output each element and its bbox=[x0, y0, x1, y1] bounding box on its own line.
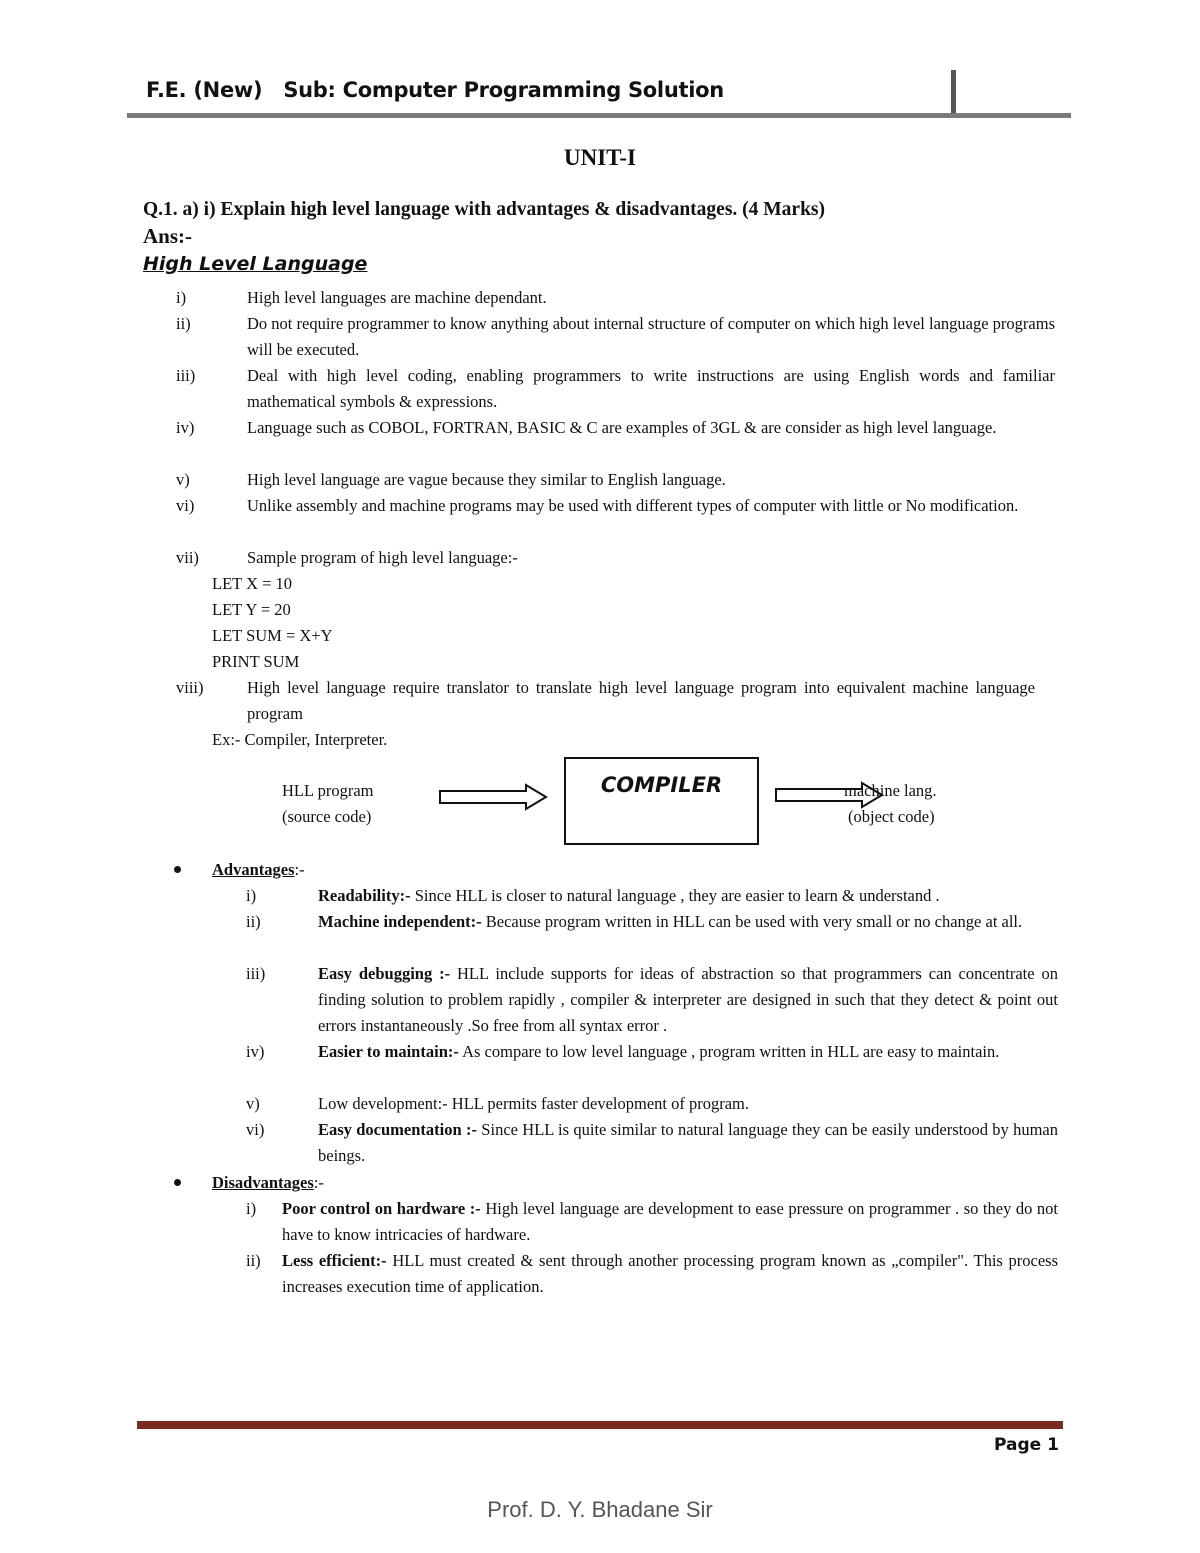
footer-rule bbox=[137, 1421, 1063, 1429]
code-line: PRINT SUM bbox=[212, 652, 300, 671]
answer-label: Ans:- bbox=[143, 224, 193, 248]
code-line: LET X = 10 bbox=[212, 574, 293, 593]
list-item-text: Poor control on hardware :- High level language are development to ease pressure on programmer . so they do not have to know intricacies of hardware. bbox=[282, 1199, 1058, 1244]
list-item-number: viii) bbox=[176, 678, 204, 697]
list-item bbox=[246, 1196, 1058, 1248]
diagram-source-label: HLL program bbox=[282, 781, 374, 800]
list-item bbox=[246, 883, 1058, 909]
list-item-number: vi) bbox=[246, 1120, 265, 1139]
list-item-number: i) bbox=[246, 1199, 257, 1218]
list-item-text: Less efficient:- HLL must created & sent through another processing program known as „compiler". This process increases execution time of application. bbox=[282, 1251, 1058, 1296]
list-item bbox=[246, 1117, 1058, 1169]
diagram-target-label: machine lang. bbox=[844, 781, 937, 800]
list-item-text: Language such as COBOL, FORTRAN, BASIC & C are examples of 3GL & are consider as high level language. bbox=[247, 418, 997, 437]
author-watermark: Prof. D. Y. Bhadane Sir bbox=[487, 1497, 713, 1522]
list-item-text: Sample program of high level language:- bbox=[247, 548, 518, 567]
list-item-text: Easy documentation :- Since HLL is quite similar to natural language they can be easily understood by human beings. bbox=[318, 1120, 1058, 1165]
list-item-number: i) bbox=[246, 886, 257, 905]
advantages-heading: Advantages:- bbox=[212, 860, 305, 879]
page-number: Page 1 bbox=[994, 1435, 1059, 1455]
code-line: LET SUM = X+Y bbox=[212, 626, 333, 645]
list-item-number: i) bbox=[176, 288, 187, 307]
list-item bbox=[176, 285, 1056, 311]
list-item bbox=[176, 545, 1056, 571]
compiler-box bbox=[564, 757, 759, 845]
list-item-text: Machine independent:- Because program written in HLL can be used with very small or no change at all. bbox=[318, 912, 1023, 931]
list-item-number: iv) bbox=[246, 1042, 265, 1061]
code-line: LET Y = 20 bbox=[212, 600, 291, 619]
list-item-text: High level language are vague because they similar to English language. bbox=[247, 470, 726, 489]
list-item bbox=[246, 909, 1058, 961]
list-item bbox=[246, 1248, 1058, 1300]
document-header-title: F.E. (New) Sub: Computer Programming Solution bbox=[146, 78, 724, 102]
list-item bbox=[176, 415, 1056, 467]
bullet-icon bbox=[174, 866, 181, 873]
arrow-right-icon bbox=[438, 783, 550, 811]
question-text: Q.1. a) i) Explain high level language with advantages & disadvantages. (4 Marks) bbox=[143, 199, 826, 220]
header-divider-vertical bbox=[951, 70, 956, 114]
list-item bbox=[176, 467, 1056, 493]
list-item-number: ii) bbox=[176, 314, 191, 333]
list-item-text: Unlike assembly and machine programs may be used with different types of computer with little or No modification. bbox=[247, 496, 1019, 515]
list-item-number: iv) bbox=[176, 418, 195, 437]
list-item bbox=[176, 311, 1056, 363]
list-item-text: Easy debugging :- HLL include supports for ideas of abstraction so that programmers can concentrate on finding solution to problem rapidly , compiler & interpreter are designed in such that they detect & point out errors instantaneously .So free from all syntax error . bbox=[318, 964, 1058, 1035]
bullet-icon bbox=[174, 1179, 181, 1186]
list-item-number: vi) bbox=[176, 496, 195, 515]
list-item-number: v) bbox=[246, 1094, 260, 1113]
list-item bbox=[176, 493, 1056, 545]
example-line: Ex:- Compiler, Interpreter. bbox=[212, 730, 388, 749]
list-item-text: High level languages are machine dependant. bbox=[247, 288, 547, 307]
diagram-source-sublabel: (source code) bbox=[282, 807, 372, 826]
list-item-number: iii) bbox=[246, 964, 266, 983]
unit-title: UNIT-I bbox=[563, 145, 636, 170]
list-item-text: Readability:- Since HLL is closer to natural language , they are easier to learn & understand . bbox=[318, 886, 940, 905]
list-item bbox=[176, 675, 1036, 727]
list-item-number: iii) bbox=[176, 366, 196, 385]
list-item-number: ii) bbox=[246, 912, 261, 931]
list-item-text: Low development:- HLL permits faster development of program. bbox=[318, 1094, 750, 1113]
list-item-number: vii) bbox=[176, 548, 199, 567]
list-item-text: Deal with high level coding, enabling programmers to write instructions are using English words and familiar mathematical symbols & expressions. bbox=[247, 366, 1055, 411]
disadvantages-heading: Disadvantages:- bbox=[212, 1173, 324, 1192]
header-rule bbox=[127, 113, 1071, 118]
compiler-label: COMPILER bbox=[600, 773, 723, 797]
list-item-text: Do not require programmer to know anything about internal structure of computer on which high level language programs will be executed. bbox=[247, 314, 1055, 359]
diagram-target-sublabel: (object code) bbox=[848, 807, 935, 826]
list-item bbox=[246, 961, 1058, 1039]
list-item-number: ii) bbox=[246, 1251, 261, 1270]
list-item-text: Easier to maintain:- As compare to low level language , program written in HLL are easy to maintain. bbox=[318, 1042, 1000, 1061]
section-title: High Level Language bbox=[143, 253, 368, 275]
list-item-text: High level language require translator to translate high level language program into equivalent machine language program bbox=[247, 678, 1035, 723]
list-item bbox=[176, 363, 1056, 415]
list-item bbox=[246, 1091, 1058, 1117]
list-item-number: v) bbox=[176, 470, 190, 489]
list-item bbox=[246, 1039, 1058, 1091]
